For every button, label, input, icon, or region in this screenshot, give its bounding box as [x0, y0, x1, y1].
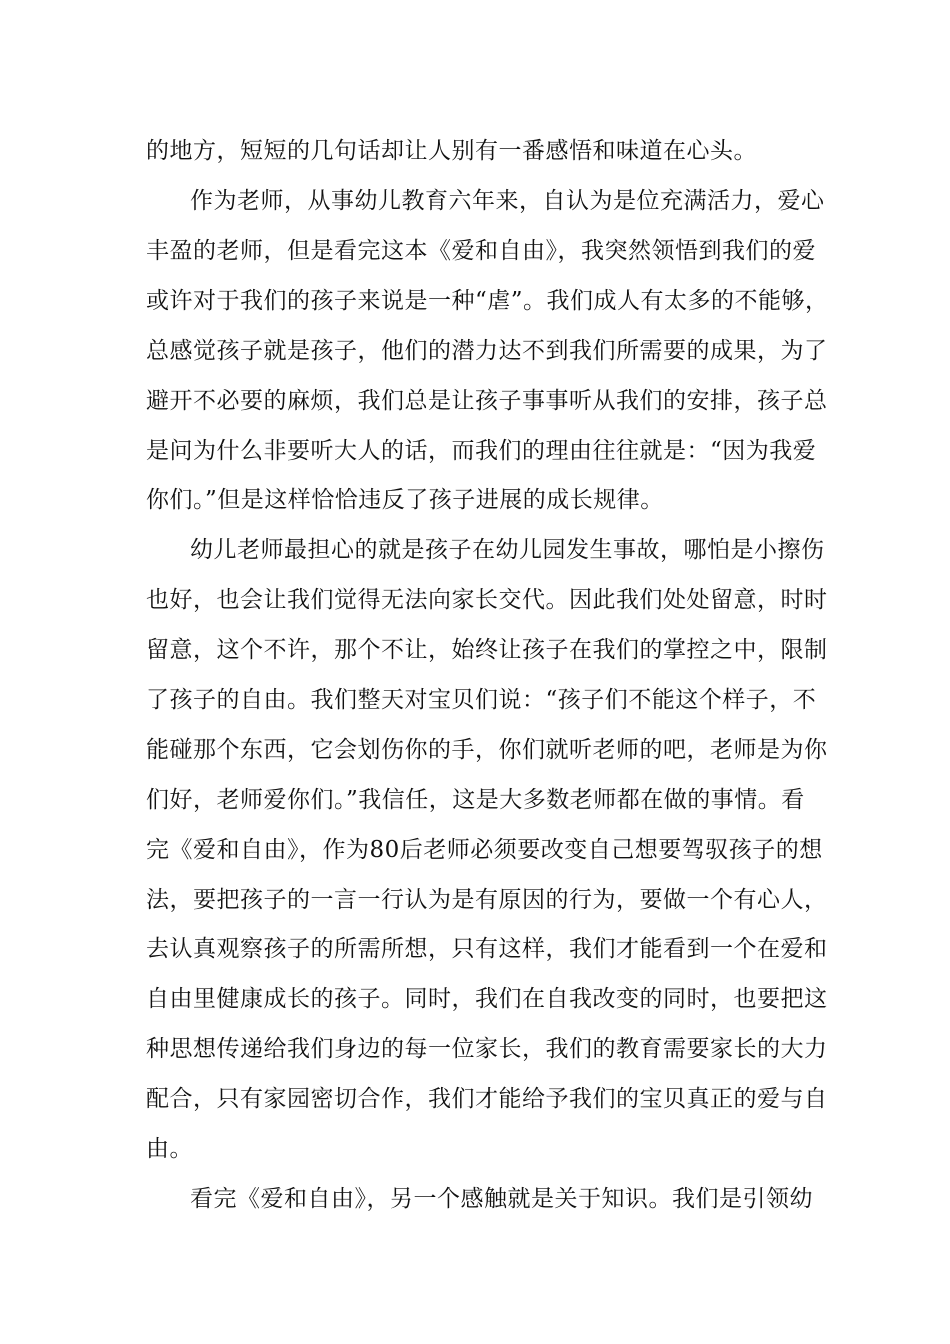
text-line: 配合，只有家园密切合作，我们才能给予我们的宝贝真正的爱与自 — [146, 1086, 828, 1112]
text-line: 由。 — [146, 1136, 193, 1162]
text-line: 也好，也会让我们觉得无法向家长交代。因此我们处处留意，时时 — [146, 587, 828, 613]
text-line: 完《爱和自由》，作为80后老师必须要改变自己想要驾驭孩子的想 — [146, 837, 823, 863]
text-line: 自由里健康成长的孩子。同时，我们在自我改变的同时，也要把这 — [146, 986, 828, 1012]
text-line: 是问为什么非要听大人的话，而我们的理由往往就是：“因为我爱 — [146, 438, 817, 464]
text-line: 或许对于我们的孩子来说是一种“虐”。我们成人有太多的不能够， — [146, 288, 829, 314]
text-line: 避开不必要的麻烦，我们总是让孩子事事听从我们的安排，孩子总 — [146, 388, 828, 414]
text-line: 法，要把孩子的一言一行认为是有原因的行为，要做一个有心人， — [146, 887, 828, 913]
paragraph-start-line: 幼儿老师最担心的就是孩子在幼儿园发生事故，哪怕是小擦伤 — [190, 537, 825, 563]
text-line: 能碰那个东西，它会划伤你的手，你们就听老师的吧，老师是为你 — [146, 737, 828, 763]
text-line: 了孩子的自由。我们整天对宝贝们说：“孩子们不能这个样子，不 — [146, 687, 817, 713]
paragraph-start-line: 看完《爱和自由》，另一个感触就是关于知识。我们是引领幼 — [190, 1186, 813, 1212]
text-line: 丰盈的老师，但是看完这本《爱和自由》，我突然领悟到我们的爱 — [146, 238, 816, 264]
text-line: 你们。”但是这样恰恰违反了孩子进展的成长规律。 — [146, 487, 664, 513]
text-line: 们好，老师爱你们。”我信任，这是大多数老师都在做的事情。看 — [146, 787, 805, 813]
text-line: 总感觉孩子就是孩子，他们的潜力达不到我们所需要的成果，为了 — [146, 338, 828, 364]
text-line: 去认真观察孩子的所需所想，只有这样，我们才能看到一个在爱和 — [146, 936, 828, 962]
text-line: 种思想传递给我们身边的每一位家长，我们的教育需要家长的大力 — [146, 1036, 828, 1062]
text-line: 留意，这个不许，那个不让，始终让孩子在我们的掌控之中，限制 — [146, 637, 828, 663]
paragraph-start-line: 作为老师，从事幼儿教育六年来，自认为是位充满活力，爱心 — [190, 188, 825, 214]
text-line: 的地方，短短的几句话却让人别有一番感悟和味道在心头。 — [146, 138, 757, 164]
